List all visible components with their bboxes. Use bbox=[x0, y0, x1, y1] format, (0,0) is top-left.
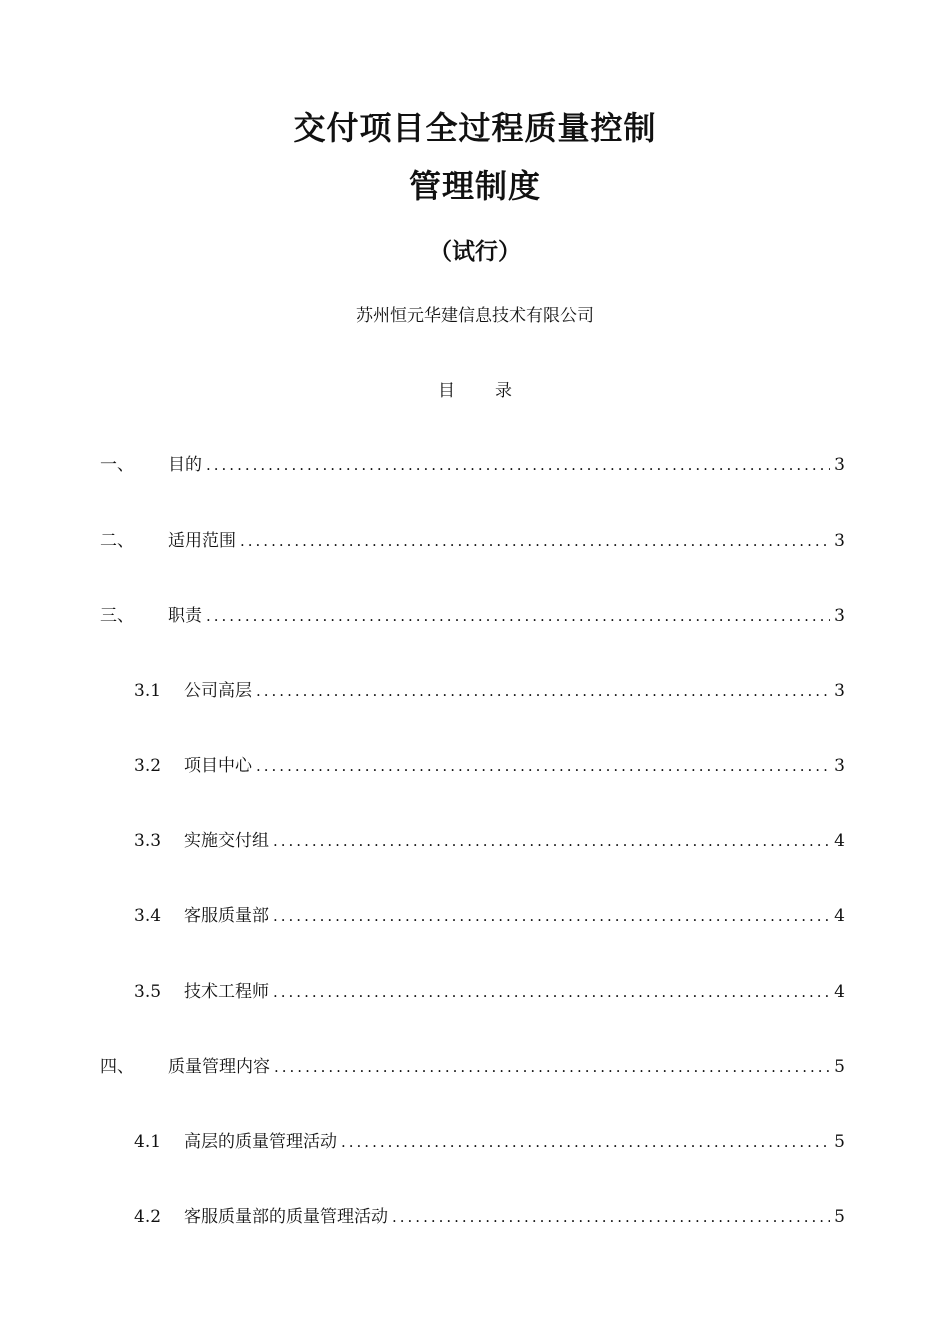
toc-entry-page: 5 bbox=[834, 1132, 845, 1152]
toc-entry-label: 目的 bbox=[168, 455, 202, 475]
toc-entry-label: 适用范围 bbox=[168, 531, 236, 551]
toc-entry-number: 四、 bbox=[100, 1057, 134, 1077]
toc-entry-number: 3.3 bbox=[134, 831, 162, 851]
toc-entry-label: 高层的质量管理活动 bbox=[184, 1132, 337, 1152]
toc-leader-dots bbox=[273, 977, 830, 1007]
toc-entry-label: 技术工程师 bbox=[184, 982, 269, 1002]
toc-entry-scope[interactable] bbox=[100, 526, 845, 556]
toc-leader-dots bbox=[256, 751, 830, 781]
toc-leader-dots bbox=[392, 1202, 830, 1232]
toc-entry-number: 3.5 bbox=[134, 982, 162, 1002]
toc-entry-senior-quality-activities[interactable] bbox=[134, 1127, 845, 1157]
toc-leader-dots bbox=[206, 601, 830, 631]
toc-entry-page: 4 bbox=[834, 982, 845, 1002]
toc-heading-char: 目 bbox=[438, 381, 455, 401]
toc-leader-dots bbox=[240, 526, 830, 556]
toc-entry-customer-quality-dept[interactable] bbox=[134, 901, 845, 931]
toc-entry-number: 3.2 bbox=[134, 756, 162, 776]
toc-entry-label: 客服质量部的质量管理活动 bbox=[184, 1207, 388, 1227]
company-name: 苏州恒元华建信息技术有限公司 bbox=[356, 306, 594, 326]
toc-entry-page: 4 bbox=[834, 831, 845, 851]
toc-entry-label: 质量管理内容 bbox=[168, 1057, 270, 1077]
toc-entry-responsibilities[interactable] bbox=[100, 601, 845, 631]
toc-entry-page: 4 bbox=[834, 906, 845, 926]
document-subtitle: （试行） bbox=[429, 238, 521, 265]
toc-leader-dots bbox=[273, 901, 830, 931]
toc-entry-page: 3 bbox=[834, 606, 845, 626]
toc-entry-customer-quality-activities[interactable] bbox=[134, 1202, 845, 1232]
toc-entry-number: 三、 bbox=[100, 606, 134, 626]
toc-entry-number: 二、 bbox=[100, 531, 134, 551]
toc-entry-label: 客服质量部 bbox=[184, 906, 269, 926]
toc-entry-quality-management-content[interactable] bbox=[100, 1052, 845, 1082]
toc-entry-purpose[interactable] bbox=[100, 450, 845, 480]
toc-entry-page: 3 bbox=[834, 756, 845, 776]
toc-leader-dots bbox=[256, 676, 830, 706]
toc-heading-char: 录 bbox=[495, 381, 512, 401]
toc-entry-page: 5 bbox=[834, 1057, 845, 1077]
document-title-line2: 管理制度 bbox=[408, 167, 541, 205]
toc-entry-page: 3 bbox=[834, 681, 845, 701]
toc-entry-senior-management[interactable] bbox=[134, 676, 845, 706]
toc-leader-dots bbox=[341, 1127, 830, 1157]
toc-entry-number: 3.4 bbox=[134, 906, 162, 926]
toc-entry-label: 公司高层 bbox=[184, 681, 252, 701]
toc-entry-project-center[interactable] bbox=[134, 751, 845, 781]
document-title-line1: 交付项目全过程质量控制 bbox=[293, 109, 657, 147]
toc-leader-dots bbox=[273, 826, 830, 856]
toc-entry-page: 3 bbox=[834, 531, 845, 551]
toc-entry-number: 4.2 bbox=[134, 1207, 162, 1227]
toc-entry-label: 实施交付组 bbox=[184, 831, 269, 851]
toc-entry-number: 3.1 bbox=[134, 681, 162, 701]
toc-entry-page: 3 bbox=[834, 455, 845, 475]
toc-entry-number: 一、 bbox=[100, 455, 134, 475]
toc-entry-technical-engineer[interactable] bbox=[134, 977, 845, 1007]
toc-entry-page: 5 bbox=[834, 1207, 845, 1227]
toc-entry-label: 项目中心 bbox=[184, 756, 252, 776]
toc-leader-dots bbox=[274, 1052, 830, 1082]
toc-heading bbox=[0, 378, 950, 404]
toc-entry-number: 4.1 bbox=[134, 1132, 162, 1152]
toc-entry-delivery-team[interactable] bbox=[134, 826, 845, 856]
toc-leader-dots bbox=[206, 450, 830, 480]
toc-entry-label: 职责 bbox=[168, 606, 202, 626]
